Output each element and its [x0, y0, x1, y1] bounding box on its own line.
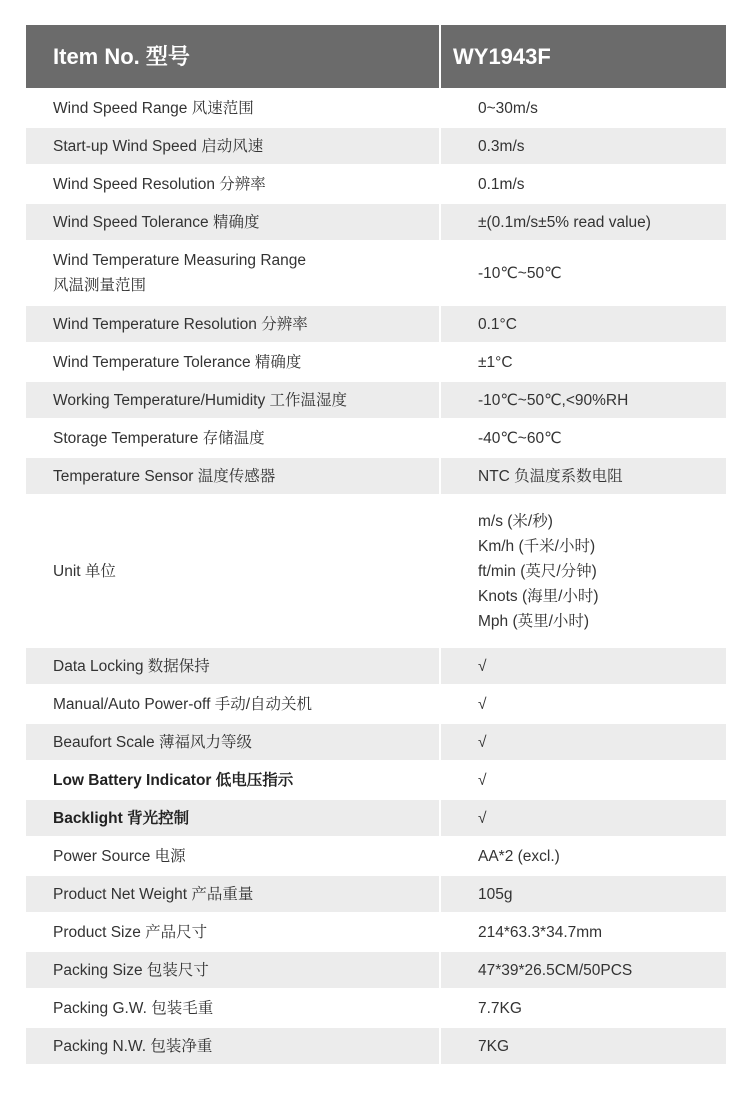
- row-label: Product Size 产品尺寸: [26, 913, 440, 951]
- row-label: Unit 单位: [26, 495, 440, 647]
- model-number: WY1943F: [440, 25, 726, 89]
- table-row: [26, 305, 726, 343]
- unit-item: m/s (米/秒): [478, 512, 553, 530]
- row-value: ±(0.1m/s±5% read value): [440, 203, 726, 241]
- table-row: [26, 381, 726, 419]
- table-row: [26, 89, 726, 127]
- row-label: Working Temperature/Humidity 工作温湿度: [26, 381, 440, 419]
- row-label: Wind Speed Resolution 分辨率: [26, 165, 440, 203]
- table-row: [26, 127, 726, 165]
- table-row: [26, 647, 726, 685]
- table-row: [26, 875, 726, 913]
- unit-list: [440, 495, 726, 647]
- table-row: [26, 799, 726, 837]
- row-value: 7KG: [440, 1027, 726, 1064]
- table-row: [26, 837, 726, 875]
- row-label: Wind Temperature Resolution 分辨率: [26, 305, 440, 343]
- row-value: ±1°C: [440, 343, 726, 381]
- row-label: Wind Speed Tolerance 精确度: [26, 203, 440, 241]
- row-value: 0.1°C: [440, 305, 726, 343]
- unit-item: Mph (英里/小时): [478, 612, 590, 630]
- row-value: -10℃~50℃,<90%RH: [440, 381, 726, 419]
- row-label: Packing N.W. 包装净重: [26, 1027, 440, 1064]
- row-label: Backlight 背光控制: [26, 799, 440, 837]
- row-value: 7.7KG: [440, 989, 726, 1027]
- table-row: [26, 165, 726, 203]
- check-mark: √: [440, 685, 726, 723]
- row-label: Start-up Wind Speed 启动风速: [26, 127, 440, 165]
- row-value: NTC 负温度系数电阻: [440, 457, 726, 495]
- row-value: 0~30m/s: [440, 89, 726, 127]
- row-label: Beaufort Scale 薄福风力等级: [26, 723, 440, 761]
- row-label-line: 风温测量范围: [53, 277, 147, 294]
- table-row: [26, 241, 726, 305]
- table-row: [26, 951, 726, 989]
- table-row: [26, 203, 726, 241]
- table-row: [26, 343, 726, 381]
- table-row: [26, 761, 726, 799]
- check-mark: √: [440, 723, 726, 761]
- row-label: Packing Size 包装尺寸: [26, 951, 440, 989]
- table-row: [26, 457, 726, 495]
- check-mark: √: [440, 799, 726, 837]
- row-label-line: Wind Temperature Measuring Range: [53, 252, 307, 269]
- table-row: [26, 685, 726, 723]
- row-value: -40℃~60℃: [440, 419, 726, 457]
- row-value: 47*39*26.5CM/50PCS: [440, 951, 726, 989]
- table-row: [26, 419, 726, 457]
- unit-item: Km/h (千米/小时): [478, 537, 596, 555]
- table-header-row: [26, 25, 726, 89]
- check-mark: √: [440, 761, 726, 799]
- table-row: [26, 723, 726, 761]
- row-label: Power Source 电源: [26, 837, 440, 875]
- header-label: Item No. 型号: [26, 25, 440, 89]
- row-label: Temperature Sensor 温度传感器: [26, 457, 440, 495]
- row-label: [26, 241, 440, 305]
- row-label: Low Battery Indicator 低电压指示: [26, 761, 440, 799]
- row-label: Data Locking 数据保持: [26, 647, 440, 685]
- row-value: 214*63.3*34.7mm: [440, 913, 726, 951]
- check-mark: √: [440, 647, 726, 685]
- table-row: [26, 1027, 726, 1064]
- row-label: Wind Speed Range 风速范围: [26, 89, 440, 127]
- unit-item: ft/min (英尺/分钟): [478, 562, 597, 580]
- row-value: 0.1m/s: [440, 165, 726, 203]
- row-value: -10℃~50℃: [440, 241, 726, 305]
- table-row: [26, 989, 726, 1027]
- unit-item: Knots (海里/小时): [478, 587, 599, 605]
- spec-table: [26, 25, 726, 1064]
- row-value: AA*2 (excl.): [440, 837, 726, 875]
- row-label: Wind Temperature Tolerance 精确度: [26, 343, 440, 381]
- row-label: Product Net Weight 产品重量: [26, 875, 440, 913]
- row-label: Packing G.W. 包装毛重: [26, 989, 440, 1027]
- row-value: 0.3m/s: [440, 127, 726, 165]
- row-value: 105g: [440, 875, 726, 913]
- row-label: Manual/Auto Power-off 手动/自动关机: [26, 685, 440, 723]
- row-label: Storage Temperature 存储温度: [26, 419, 440, 457]
- table-row: [26, 913, 726, 951]
- table-row: [26, 495, 726, 647]
